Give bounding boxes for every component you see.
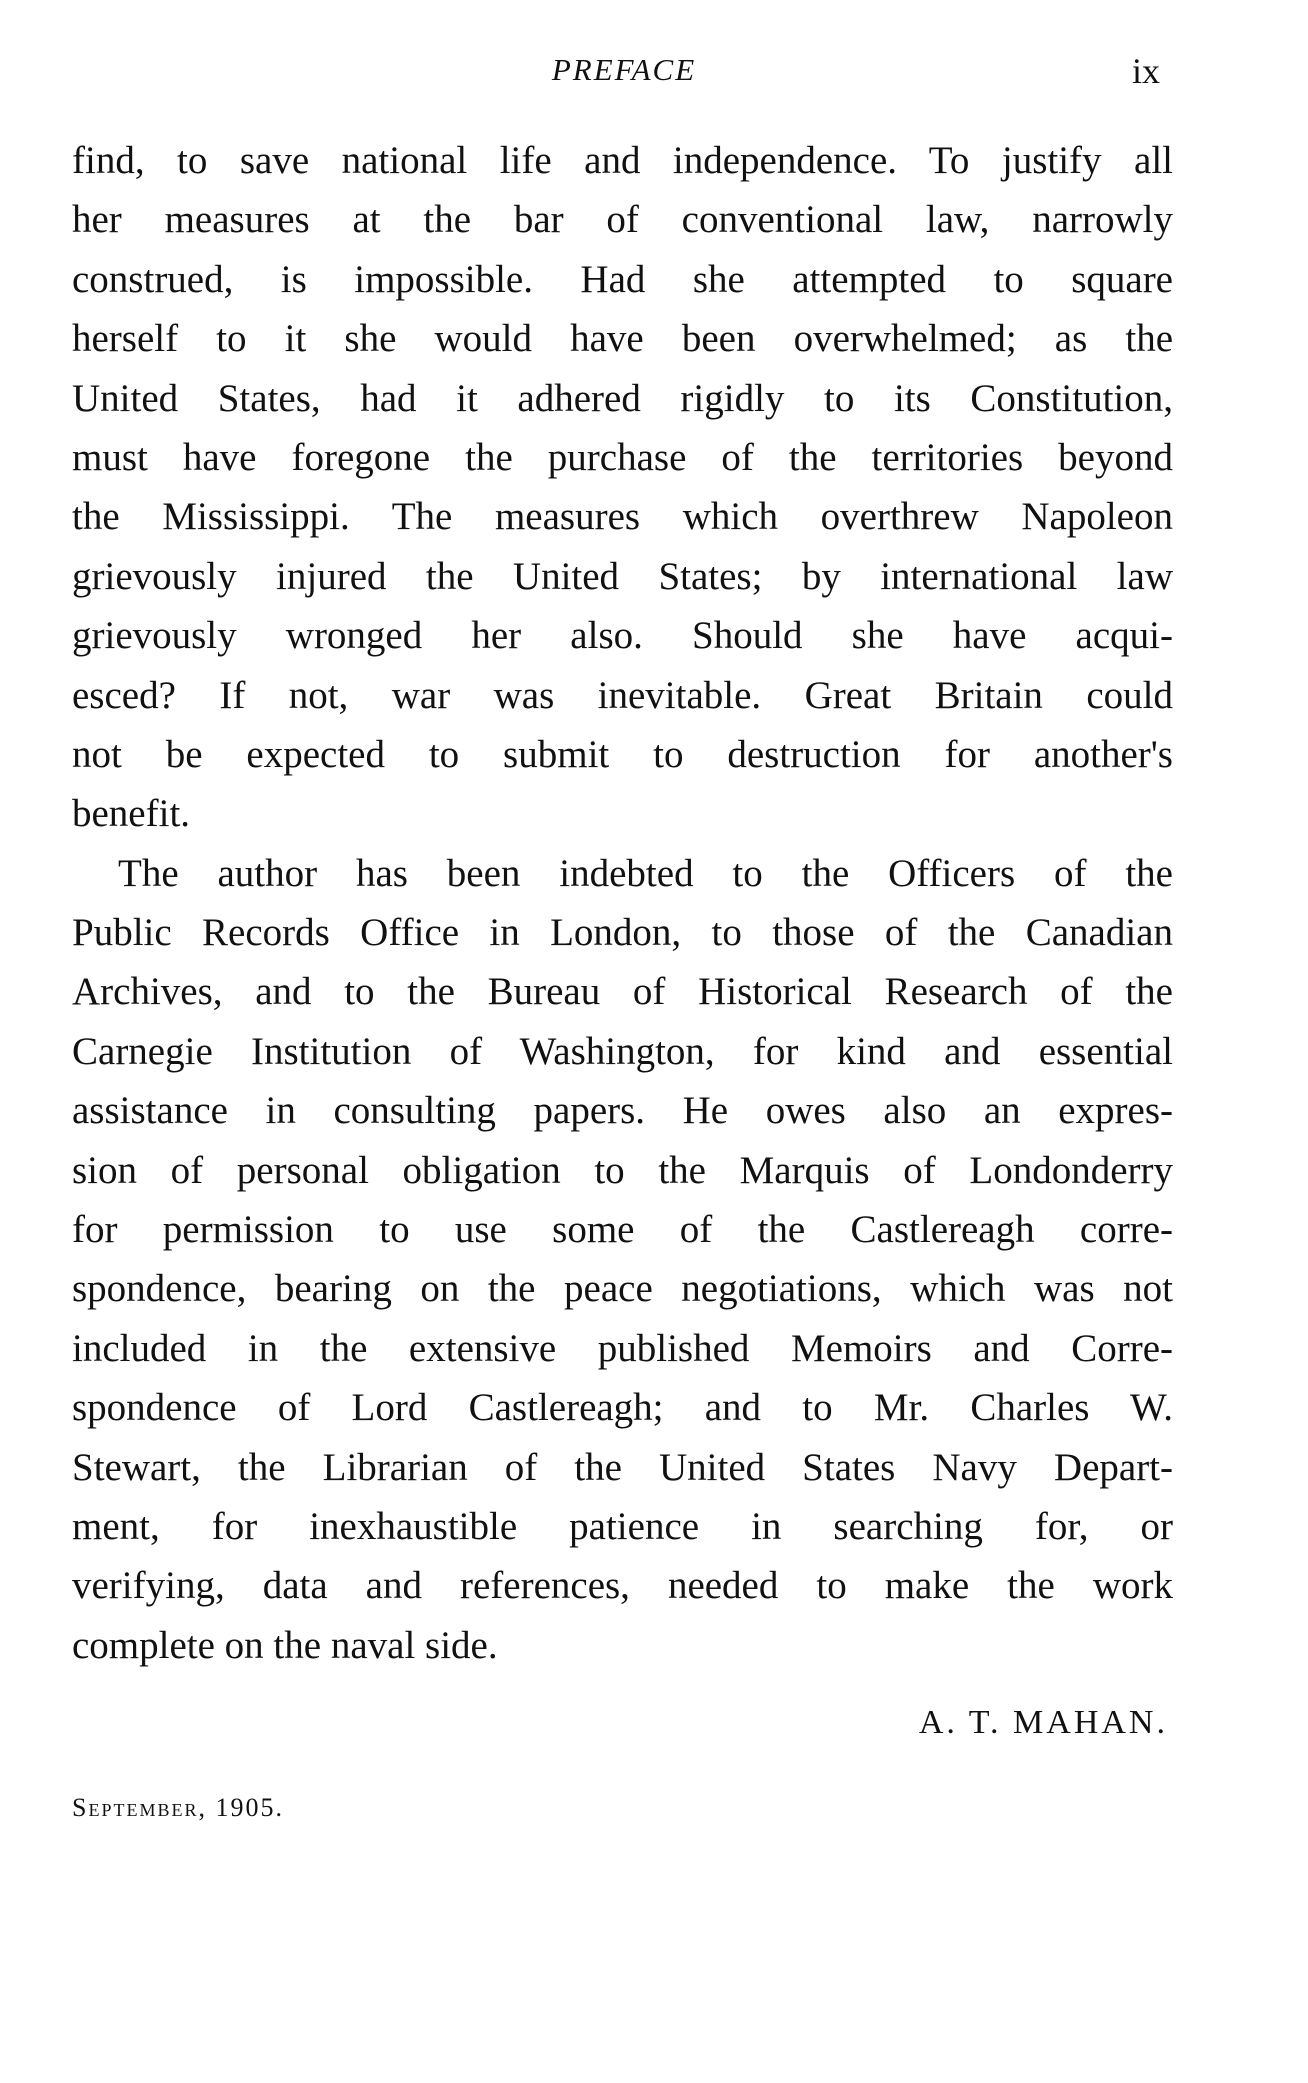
text-line: for permission to use some of the Castlereagh corre- xyxy=(72,1208,1173,1252)
paragraph xyxy=(72,844,1173,1675)
text-line: benefit. xyxy=(72,792,191,836)
author-signature: A. T. MAHAN. xyxy=(918,1704,1168,1741)
text-line: the Mississippi. The measures which overthrew Napoleon xyxy=(72,495,1173,539)
paragraph xyxy=(72,131,1173,844)
text-line: ment, for inexhaustible patience in searching for, or xyxy=(72,1504,1173,1548)
body-text xyxy=(72,131,1173,1675)
text-line: included in the extensive published Memoirs and Corre- xyxy=(72,1326,1173,1370)
text-line: verifying, data and references, needed to make the work xyxy=(72,1564,1173,1608)
text-line: Carnegie Institution of Washington, for kind and essential xyxy=(72,1029,1173,1073)
text-line: spondence of Lord Castlereagh; and to Mr. Charles W. xyxy=(72,1386,1173,1430)
date-line: September, 1905. xyxy=(72,1793,284,1822)
text-line: The author has been indebted to the Officers of the xyxy=(118,851,1173,895)
text-line: United States, had it adhered rigidly to its Constitution, xyxy=(72,376,1173,420)
text-line: find, to save national life and independence. To justify all xyxy=(72,139,1173,182)
text-line: Public Records Office in London, to those of the Canadian xyxy=(72,911,1173,955)
text-line: grievously injured the United States; by international law xyxy=(72,554,1173,598)
text-line: Stewart, the Librarian of the United States Navy Depart- xyxy=(72,1445,1173,1489)
text-line: her measures at the bar of conventional law, narrowly xyxy=(72,198,1173,242)
page-number: ix xyxy=(1132,51,1161,91)
running-header-title: PREFACE xyxy=(551,52,697,87)
text-line: sion of personal obligation to the Marquis of Londonderry xyxy=(72,1148,1173,1192)
text-line: must have foregone the purchase of the territories beyond xyxy=(72,435,1173,479)
text-line: not be expected to submit to destruction for another's xyxy=(72,732,1173,776)
text-line: spondence, bearing on the peace negotiations, which was not xyxy=(72,1267,1173,1311)
text-line: construed, is impossible. Had she attempted to square xyxy=(72,257,1173,301)
text-line: complete on the naval side. xyxy=(72,1623,498,1667)
text-line: grievously wronged her also. Should she have acqui- xyxy=(72,614,1173,658)
text-line: herself to it she would have been overwhelmed; as the xyxy=(72,317,1173,361)
text-line: esced? If not, war was inevitable. Great Britain could xyxy=(72,673,1173,717)
text-line: Archives, and to the Bureau of Historical Research of the xyxy=(72,970,1173,1014)
text-line: assistance in consulting papers. He owes also an expres- xyxy=(72,1089,1173,1133)
